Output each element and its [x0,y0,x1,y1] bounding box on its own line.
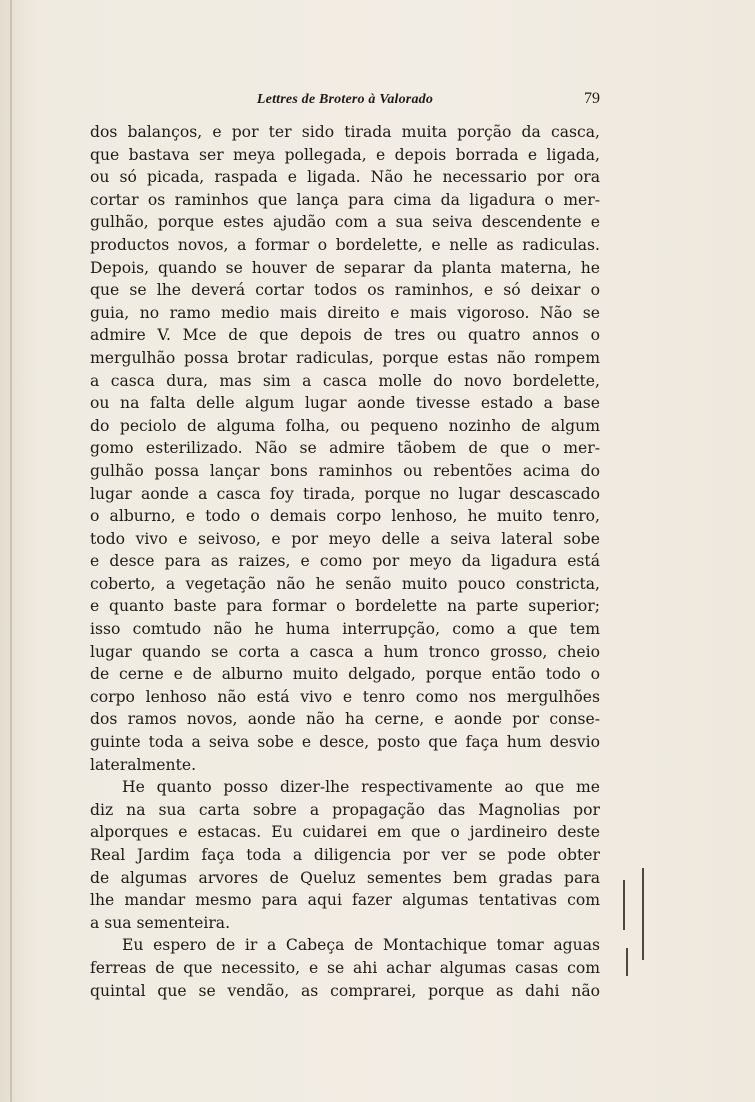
page-number: 79 [584,90,600,107]
text-line: lugar quando se corta a casca a hum tronco grosso, cheio [90,642,600,661]
text-line: a sua sementeira. [90,913,231,932]
running-title: Lettres de Brotero à Valorado [256,92,434,107]
text-line: gulhão, porque estes ajudão com a sua seiva descendente e [90,213,600,232]
text-line: do peciolo de alguma folha, ou pequeno nozinho de algum [90,416,600,435]
text-line: diz na sua carta sobre a propagação das Magnolias por [90,800,600,819]
text-line: isso comtudo não he huma interrupção, como a que tem [90,620,600,639]
text-line: dos balanços, e por ter sido tirada muita porção da casca, [90,123,600,141]
text-line: dos ramos novos, aonde não ha cerne, e aonde por conse- [90,710,600,729]
margin-mark [623,880,625,930]
text-line: lhe mandar mesmo para aqui fazer algumas tentativas com [90,891,600,910]
text-line: ou na falta delle algum lugar aonde tivesse estado a base [90,394,600,413]
text-line: Depois, quando se houver de separar da planta materna, he [90,258,600,277]
text-line: todo vivo e seivoso, e por meyo delle a seiva lateral sobe [90,529,600,548]
text-line: e quanto baste para formar o bordelette na parte superior; [90,597,600,616]
text-line: guia, no ramo medio mais direito e mais vigoroso. Não se [90,303,600,322]
text-line: que bastava ser meya pollegada, e depois borrada e ligada, [90,145,600,164]
text-line: a casca dura, mas sim a casca molle do novo bordelette, [90,371,600,390]
text-line: guinte toda a seiva sobe e desce, posto que faça hum desvio [90,733,600,752]
text-line: que se lhe deverá cortar todos os raminhos, e só deixar o [90,281,600,300]
margin-mark [642,868,644,960]
text-line: mergulhão possa brotar radiculas, porque estas não rompem [90,348,600,367]
text-line: lugar aonde a casca foy tirada, porque no lugar descascado [90,484,600,503]
text-line: o alburno, e todo o demais corpo lenhoso, he muito tenro, [90,507,600,526]
page-header [90,92,600,112]
text-line: alporques e estacas. Eu cuidarei em que o jardineiro deste [90,823,600,842]
text-line: ferreas de que necessito, e se ahi achar algumas casas com [90,958,600,977]
text-line: He quanto posso dizer-lhe respectivamente ao que me [122,778,600,797]
text-line: quintal que se vendão, as comprarei, porque as dahi não [90,981,600,1000]
text-line: e desce para as raizes, e como por meyo da ligadura está [90,552,600,571]
text-line: ou só picada, raspada e ligada. Não he necessario por ora [90,168,600,187]
text-line: Eu espero de ir a Cabeça de Montachique tomar aguas [122,936,600,955]
page-binding-edge [10,0,12,1102]
text-line: de algumas arvores de Queluz sementes bem gradas para [90,868,600,887]
margin-mark [626,948,628,976]
text-line: cortar os raminhos que lança para cima da ligadura o mer- [90,190,600,209]
text-line: productos novos, a formar o bordelette, e nelle as radiculas. [90,235,600,254]
text-line: de cerne e de alburno muito delgado, porque então todo o [90,665,600,684]
body-text [90,121,600,1002]
text-line: gulhão possa lançar bons raminhos ou rebentões acima do [90,461,600,480]
text-line: admire V. Mce de que depois de tres ou quatro annos o [90,326,600,345]
text-line: coberto, a vegetação não he senão muito pouco constricta, [90,574,600,593]
text-line: Real Jardim faça toda a diligencia por ver se pode obter [90,846,600,864]
text-line: corpo lenhoso não está vivo e tenro como nos mergulhões [90,687,600,706]
text-line: gomo esterilizado. Não se admire tãobem de que o mer- [90,439,600,458]
text-line: lateralmente. [90,755,197,774]
